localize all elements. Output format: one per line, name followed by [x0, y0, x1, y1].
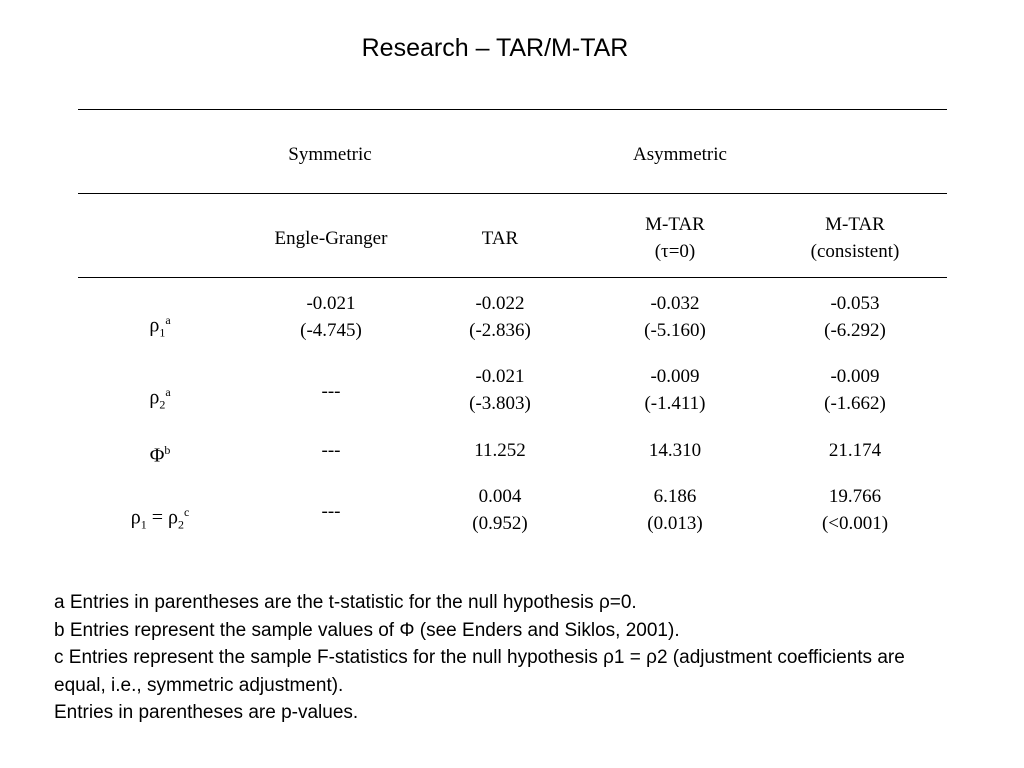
cell-value: 19.766 [828, 486, 882, 507]
cell-value: -0.022 [475, 293, 525, 314]
cell-value: --- [321, 381, 341, 402]
table-cell [246, 498, 416, 525]
cell-value: 6.186 [653, 486, 697, 507]
table-cell [246, 437, 416, 464]
cell-stat: (0.013) [647, 513, 703, 534]
table-cell [600, 363, 750, 417]
note-p-values: Entries in parentheses are p-values. [54, 702, 359, 723]
cell-value: -0.021 [306, 293, 356, 314]
note-a: a Entries in parentheses are the t-statistic for the null hypothesis ρ=0. [54, 592, 637, 613]
table-cell [770, 483, 940, 537]
row-label-symbol: ρ [149, 386, 160, 409]
cell-value: --- [321, 501, 341, 522]
column-header-line1: M-TAR [645, 214, 705, 235]
column-header-line1: M-TAR [825, 214, 885, 235]
cell-value: -0.032 [650, 293, 700, 314]
row-label-subscript: 1 [159, 325, 166, 340]
cell-stat: (<0.001) [821, 513, 889, 534]
table-cell [600, 290, 750, 344]
table-cell [420, 483, 580, 537]
row-label-phi [90, 437, 230, 470]
column-header-mtar-consistent [770, 211, 940, 265]
table-header-rule [78, 193, 947, 194]
table-cell [600, 437, 750, 464]
cell-stat: (-1.411) [644, 393, 706, 414]
row-label-symbol: Φ [149, 444, 165, 467]
cell-value: --- [321, 440, 341, 461]
row-label-superscript: b [164, 443, 171, 457]
column-header-line1: TAR [481, 228, 519, 249]
cell-stat: (-5.160) [644, 320, 706, 341]
table-cell [600, 483, 750, 537]
group-header-symmetric: Symmetric [288, 144, 372, 165]
note-b: b Entries represent the sample values of Φ (see Enders and Siklos, 2001). [54, 619, 680, 641]
cell-stat: (-1.662) [824, 393, 886, 414]
cell-stat: (-6.292) [824, 320, 886, 341]
table-cell [246, 378, 416, 405]
row-label-rho1 [90, 307, 230, 347]
table-cell [770, 363, 940, 417]
cell-value: -0.009 [830, 366, 880, 387]
column-header-line2: (τ=0) [654, 241, 696, 262]
table-top-rule [78, 109, 947, 110]
cell-value: 11.252 [474, 440, 526, 461]
column-header-engle-granger [246, 225, 416, 252]
cell-value: -0.053 [830, 293, 880, 314]
column-header-mtar-tau0 [600, 211, 750, 265]
table-cell [770, 290, 940, 344]
group-header-asymmetric: Asymmetric [633, 144, 727, 165]
row-label-rhs-subscript: 2 [177, 517, 184, 532]
row-label-rho1-equals-rho2 [90, 499, 230, 539]
table-cell [420, 437, 580, 464]
column-header-line1: Engle-Granger [274, 228, 388, 249]
row-label-rhs: = ρ [146, 506, 178, 529]
cell-stat: (-4.745) [300, 320, 362, 341]
row-label-superscript: a [165, 313, 171, 327]
column-header-tar [440, 225, 560, 252]
row-label-rho2 [90, 379, 230, 419]
slide-title: Research – TAR/M-TAR [361, 34, 629, 62]
cell-value: -0.021 [475, 366, 525, 387]
cell-value: 21.174 [828, 440, 882, 461]
row-label-symbol: ρ [149, 314, 160, 337]
table-cell [246, 290, 416, 344]
table-columns-rule [78, 277, 947, 278]
table-cell [420, 363, 580, 417]
cell-stat: (-2.836) [469, 320, 531, 341]
table-notes [54, 589, 954, 727]
table-cell [770, 437, 940, 464]
row-label-symbol: ρ [130, 506, 141, 529]
row-label-subscript: 1 [140, 517, 147, 532]
row-label-superscript: a [165, 385, 171, 399]
cell-value: 0.004 [478, 486, 522, 507]
note-c: c Entries represent the sample F-statistics for the null hypothesis ρ1 = ρ2 (adjustment coefficients are equal, i.e., symmetric adjustment). [54, 647, 905, 696]
column-header-line2: (consistent) [810, 241, 900, 262]
cell-stat: (-3.803) [469, 393, 531, 414]
cell-stat: (0.952) [472, 513, 528, 534]
row-label-subscript: 2 [159, 397, 166, 412]
cell-value: -0.009 [650, 366, 700, 387]
cell-value: 14.310 [648, 440, 702, 461]
row-label-superscript: c [183, 505, 190, 519]
table-cell [420, 290, 580, 344]
